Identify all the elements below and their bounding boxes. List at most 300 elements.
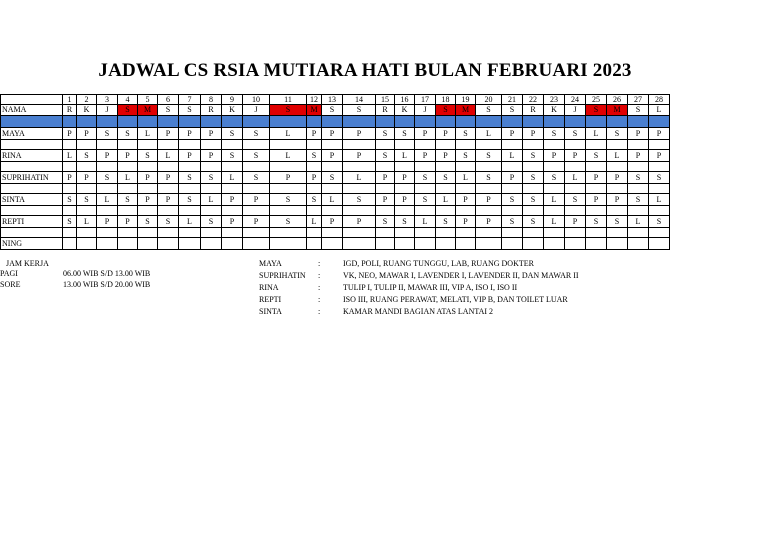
shift-cell: S xyxy=(607,216,628,228)
day-number-row xyxy=(1,95,670,105)
separator-cell xyxy=(97,116,118,128)
gap-cell xyxy=(158,228,179,238)
shift-cell: S xyxy=(138,216,158,228)
area-separator: : xyxy=(318,259,321,268)
gap-cell xyxy=(63,228,77,238)
staff-name: NING xyxy=(1,238,63,250)
shift-cell: S xyxy=(607,128,628,140)
day-number: 28 xyxy=(649,95,670,105)
staff-row xyxy=(1,216,670,228)
gap-cell xyxy=(270,140,307,150)
gap-cell xyxy=(222,162,243,172)
shift-cell: L xyxy=(322,194,343,206)
staff-name: MAYA xyxy=(1,128,63,140)
separator-cell xyxy=(565,116,586,128)
gap-cell xyxy=(565,184,586,194)
day-code: S xyxy=(586,105,607,116)
gap-cell xyxy=(502,140,523,150)
separator-cell xyxy=(270,116,307,128)
shift-cell: S xyxy=(544,128,565,140)
shift-cell: P xyxy=(307,128,322,140)
shift-cell: L xyxy=(222,172,243,184)
gap-cell xyxy=(243,206,270,216)
day-code: M xyxy=(138,105,158,116)
shift-cell xyxy=(179,238,201,250)
shift-cell: P xyxy=(523,128,544,140)
shift-cell: S xyxy=(179,172,201,184)
separator-cell xyxy=(436,116,456,128)
gap-cell xyxy=(544,206,565,216)
gap-cell xyxy=(395,206,415,216)
gap-cell xyxy=(1,162,63,172)
day-number: 21 xyxy=(502,95,523,105)
gap-cell xyxy=(1,184,63,194)
shift-cell xyxy=(222,238,243,250)
gap-cell xyxy=(476,184,502,194)
day-number: 25 xyxy=(586,95,607,105)
shift-cell: P xyxy=(343,150,376,162)
gap-cell xyxy=(307,140,322,150)
gap-cell xyxy=(523,184,544,194)
day-code: K xyxy=(77,105,97,116)
gap-cell xyxy=(415,162,436,172)
shift-cell xyxy=(628,238,649,250)
gap-cell xyxy=(607,206,628,216)
shift-cell: S xyxy=(77,150,97,162)
shift-cell: L xyxy=(77,216,97,228)
day-code: S xyxy=(322,105,343,116)
shift-cell: L xyxy=(158,150,179,162)
gap-cell xyxy=(415,228,436,238)
gap-cell xyxy=(270,228,307,238)
shift-cell: S xyxy=(222,150,243,162)
shift-cell: L xyxy=(118,172,138,184)
gap-cell xyxy=(270,162,307,172)
shift-cell: P xyxy=(476,194,502,206)
staff-row xyxy=(1,128,670,140)
shift-cell: P xyxy=(395,172,415,184)
gap-cell xyxy=(628,140,649,150)
gap-cell xyxy=(243,140,270,150)
gap-cell xyxy=(607,184,628,194)
gap-cell xyxy=(77,140,97,150)
gap-cell xyxy=(544,228,565,238)
jam-kerja-pagi-label: PAGI xyxy=(0,269,18,278)
gap-cell xyxy=(586,162,607,172)
shift-cell: P xyxy=(628,128,649,140)
shift-cell: P xyxy=(607,172,628,184)
day-number: 4 xyxy=(118,95,138,105)
gap-cell xyxy=(415,184,436,194)
gap-cell xyxy=(138,184,158,194)
shift-cell xyxy=(118,238,138,250)
gap-cell xyxy=(222,140,243,150)
separator-cell xyxy=(456,116,476,128)
shift-cell xyxy=(243,238,270,250)
shift-cell: S xyxy=(476,150,502,162)
shift-cell: S xyxy=(523,216,544,228)
day-code: R xyxy=(523,105,544,116)
day-number: 10 xyxy=(243,95,270,105)
day-number: 26 xyxy=(607,95,628,105)
shift-cell: L xyxy=(586,128,607,140)
day-code: S xyxy=(476,105,502,116)
shift-cell: S xyxy=(270,194,307,206)
gap-cell xyxy=(307,184,322,194)
day-code: M xyxy=(307,105,322,116)
day-code: S xyxy=(179,105,201,116)
separator-cell xyxy=(322,116,343,128)
shift-cell: P xyxy=(649,150,670,162)
gap-cell xyxy=(586,140,607,150)
shift-cell: P xyxy=(436,128,456,140)
shift-cell: P xyxy=(322,150,343,162)
shift-cell: P xyxy=(63,172,77,184)
gap-cell xyxy=(243,162,270,172)
day-code: K xyxy=(544,105,565,116)
day-number: 27 xyxy=(628,95,649,105)
day-number: 16 xyxy=(395,95,415,105)
shift-cell: S xyxy=(158,216,179,228)
gap-cell xyxy=(607,228,628,238)
shift-cell: L xyxy=(307,216,322,228)
gap-cell xyxy=(395,162,415,172)
gap-cell xyxy=(523,162,544,172)
shift-cell: P xyxy=(322,216,343,228)
gap-cell xyxy=(243,184,270,194)
gap-cell xyxy=(649,206,670,216)
separator-cell xyxy=(201,116,222,128)
shift-cell: S xyxy=(544,172,565,184)
separator-cell xyxy=(307,116,322,128)
shift-cell: P xyxy=(158,128,179,140)
gap-cell xyxy=(544,184,565,194)
gap-cell xyxy=(307,228,322,238)
shift-cell: L xyxy=(270,150,307,162)
gap-cell xyxy=(436,184,456,194)
shift-cell: S xyxy=(243,172,270,184)
separator-cell xyxy=(415,116,436,128)
gap-cell xyxy=(63,140,77,150)
shift-cell: L xyxy=(565,172,586,184)
gap-cell xyxy=(97,184,118,194)
shift-cell: L xyxy=(476,128,502,140)
shift-cell: L xyxy=(544,194,565,206)
gap-cell xyxy=(77,228,97,238)
gap-cell xyxy=(565,228,586,238)
shift-cell: P xyxy=(415,128,436,140)
shift-cell xyxy=(544,238,565,250)
shift-cell: S xyxy=(586,216,607,228)
day-number: 15 xyxy=(376,95,395,105)
separator-cell xyxy=(523,116,544,128)
gap-cell xyxy=(628,162,649,172)
shift-cell: P xyxy=(77,172,97,184)
shift-cell: P xyxy=(138,172,158,184)
gap-cell xyxy=(607,162,628,172)
shift-cell xyxy=(586,238,607,250)
shift-cell: L xyxy=(607,150,628,162)
shift-cell xyxy=(307,238,322,250)
day-number: 18 xyxy=(436,95,456,105)
separator-cell xyxy=(77,116,97,128)
shift-cell xyxy=(63,238,77,250)
gap-cell xyxy=(565,162,586,172)
shift-cell: S xyxy=(456,128,476,140)
gap-cell xyxy=(476,228,502,238)
separator-cell xyxy=(544,116,565,128)
shift-cell: S xyxy=(523,172,544,184)
separator-cell xyxy=(222,116,243,128)
gap-cell xyxy=(243,228,270,238)
gap-cell xyxy=(523,140,544,150)
area-description: ISO III, RUANG PERAWAT, MELATI, VIP B, DAN TOILET LUAR xyxy=(343,295,568,304)
gap-cell xyxy=(138,162,158,172)
shift-cell: P xyxy=(343,216,376,228)
gap-cell xyxy=(118,140,138,150)
gap-cell xyxy=(307,206,322,216)
shift-cell xyxy=(376,238,395,250)
shift-cell: P xyxy=(138,194,158,206)
shift-cell xyxy=(138,238,158,250)
day-number: 1 xyxy=(63,95,77,105)
gap-row xyxy=(1,162,670,172)
gap-cell xyxy=(523,228,544,238)
gap-cell xyxy=(222,206,243,216)
name-header: NAMA xyxy=(1,105,63,116)
shift-cell: P xyxy=(243,216,270,228)
shift-cell: S xyxy=(436,216,456,228)
separator-cell xyxy=(586,116,607,128)
shift-cell: P xyxy=(376,194,395,206)
corner-cell xyxy=(1,95,63,105)
shift-cell: S xyxy=(179,194,201,206)
shift-cell: P xyxy=(118,150,138,162)
gap-cell xyxy=(502,184,523,194)
shift-cell: S xyxy=(502,216,523,228)
shift-cell: P xyxy=(395,194,415,206)
gap-cell xyxy=(395,184,415,194)
gap-cell xyxy=(118,184,138,194)
area-separator: : xyxy=(318,295,321,304)
shift-cell: S xyxy=(307,194,322,206)
staff-name: SINTA xyxy=(1,194,63,206)
day-code: L xyxy=(649,105,670,116)
gap-cell xyxy=(77,162,97,172)
gap-cell xyxy=(565,140,586,150)
gap-cell xyxy=(456,162,476,172)
shift-cell xyxy=(415,238,436,250)
shift-cell xyxy=(436,238,456,250)
shift-cell: S xyxy=(138,150,158,162)
shift-cell: P xyxy=(222,216,243,228)
staff-name: REPTI xyxy=(1,216,63,228)
separator-cell xyxy=(628,116,649,128)
shift-cell: S xyxy=(476,172,502,184)
shift-cell: P xyxy=(97,216,118,228)
shift-cell: P xyxy=(270,172,307,184)
shift-cell: L xyxy=(502,150,523,162)
gap-cell xyxy=(456,184,476,194)
separator-cell xyxy=(138,116,158,128)
shift-cell: L xyxy=(456,172,476,184)
separator-cell xyxy=(179,116,201,128)
day-code: S xyxy=(436,105,456,116)
day-code: S xyxy=(158,105,179,116)
shift-cell: S xyxy=(118,194,138,206)
gap-cell xyxy=(436,162,456,172)
separator-cell xyxy=(243,116,270,128)
gap-cell xyxy=(179,140,201,150)
shift-cell: P xyxy=(201,128,222,140)
day-code: J xyxy=(97,105,118,116)
day-number: 3 xyxy=(97,95,118,105)
shift-cell: S xyxy=(649,172,670,184)
area-description: TULIP I, TULIP II, MAWAR III, VIP A, ISO I, ISO II xyxy=(343,283,518,292)
shift-cell: S xyxy=(343,194,376,206)
day-number: 8 xyxy=(201,95,222,105)
gap-cell xyxy=(179,162,201,172)
shift-cell: S xyxy=(523,150,544,162)
shift-cell xyxy=(322,238,343,250)
gap-cell xyxy=(343,228,376,238)
shift-cell xyxy=(77,238,97,250)
area-staff-name: SINTA xyxy=(259,307,282,316)
shift-cell: S xyxy=(322,172,343,184)
gap-cell xyxy=(179,228,201,238)
shift-cell xyxy=(343,238,376,250)
shift-cell: P xyxy=(456,194,476,206)
gap-cell xyxy=(158,206,179,216)
day-number: 14 xyxy=(343,95,376,105)
jam-kerja-heading: JAM KERJA xyxy=(6,259,49,268)
gap-cell xyxy=(1,206,63,216)
shift-cell xyxy=(523,238,544,250)
day-code: J xyxy=(565,105,586,116)
separator-cell xyxy=(118,116,138,128)
shift-cell: P xyxy=(436,150,456,162)
shift-cell xyxy=(97,238,118,250)
gap-cell xyxy=(476,140,502,150)
gap-cell xyxy=(322,184,343,194)
separator-cell xyxy=(1,116,63,128)
day-number: 22 xyxy=(523,95,544,105)
day-number: 13 xyxy=(322,95,343,105)
shift-cell: P xyxy=(565,150,586,162)
gap-row xyxy=(1,140,670,150)
gap-cell xyxy=(201,206,222,216)
gap-cell xyxy=(63,162,77,172)
gap-cell xyxy=(649,162,670,172)
area-separator: : xyxy=(318,283,321,292)
gap-cell xyxy=(502,206,523,216)
shift-cell xyxy=(395,238,415,250)
shift-cell: L xyxy=(138,128,158,140)
shift-cell: P xyxy=(456,216,476,228)
shift-cell: L xyxy=(415,216,436,228)
shift-cell: P xyxy=(544,150,565,162)
shift-cell xyxy=(270,238,307,250)
gap-cell xyxy=(77,206,97,216)
shift-cell xyxy=(158,238,179,250)
shift-cell: L xyxy=(436,194,456,206)
day-number: 2 xyxy=(77,95,97,105)
gap-cell xyxy=(502,162,523,172)
shift-cell: S xyxy=(523,194,544,206)
gap-cell xyxy=(376,228,395,238)
separator-cell xyxy=(607,116,628,128)
shift-cell: P xyxy=(179,150,201,162)
shift-cell: P xyxy=(628,150,649,162)
shift-cell xyxy=(201,238,222,250)
shift-cell: S xyxy=(415,172,436,184)
day-code: M xyxy=(607,105,628,116)
gap-cell xyxy=(476,206,502,216)
gap-cell xyxy=(436,206,456,216)
gap-cell xyxy=(565,206,586,216)
gap-row xyxy=(1,184,670,194)
shift-cell xyxy=(476,238,502,250)
day-code: K xyxy=(395,105,415,116)
gap-cell xyxy=(201,228,222,238)
day-number: 11 xyxy=(270,95,307,105)
day-number: 6 xyxy=(158,95,179,105)
shift-cell xyxy=(456,238,476,250)
shift-cell: P xyxy=(415,150,436,162)
gap-cell xyxy=(97,140,118,150)
gap-cell xyxy=(179,184,201,194)
gap-row xyxy=(1,206,670,216)
gap-cell xyxy=(138,206,158,216)
shift-cell: P xyxy=(649,128,670,140)
shift-cell: S xyxy=(415,194,436,206)
separator-cell xyxy=(63,116,77,128)
gap-cell xyxy=(343,140,376,150)
day-number: 12 xyxy=(307,95,322,105)
gap-cell xyxy=(376,206,395,216)
separator-cell xyxy=(343,116,376,128)
shift-cell: S xyxy=(63,194,77,206)
jam-kerja-sore-time: 13.00 WIB S/D 20.00 WIB xyxy=(63,280,151,289)
shift-cell: P xyxy=(179,128,201,140)
shift-cell: P xyxy=(502,128,523,140)
gap-cell xyxy=(97,162,118,172)
gap-cell xyxy=(222,228,243,238)
shift-cell: S xyxy=(628,172,649,184)
gap-cell xyxy=(343,162,376,172)
area-separator: : xyxy=(318,271,321,280)
separator-cell xyxy=(649,116,670,128)
shift-cell: S xyxy=(97,172,118,184)
shift-cell: P xyxy=(158,194,179,206)
shift-cell: P xyxy=(565,216,586,228)
gap-cell xyxy=(118,162,138,172)
separator-cell xyxy=(395,116,415,128)
shift-cell: S xyxy=(243,128,270,140)
gap-cell xyxy=(586,206,607,216)
gap-cell xyxy=(586,184,607,194)
shift-cell: S xyxy=(436,172,456,184)
shift-cell: S xyxy=(586,150,607,162)
jam-kerja-sore-label: SORE xyxy=(0,280,21,289)
gap-cell xyxy=(270,206,307,216)
area-staff-name: REPTI xyxy=(259,295,282,304)
gap-cell xyxy=(97,206,118,216)
gap-cell xyxy=(586,228,607,238)
shift-cell: S xyxy=(628,194,649,206)
gap-cell xyxy=(544,140,565,150)
shift-cell: P xyxy=(158,172,179,184)
